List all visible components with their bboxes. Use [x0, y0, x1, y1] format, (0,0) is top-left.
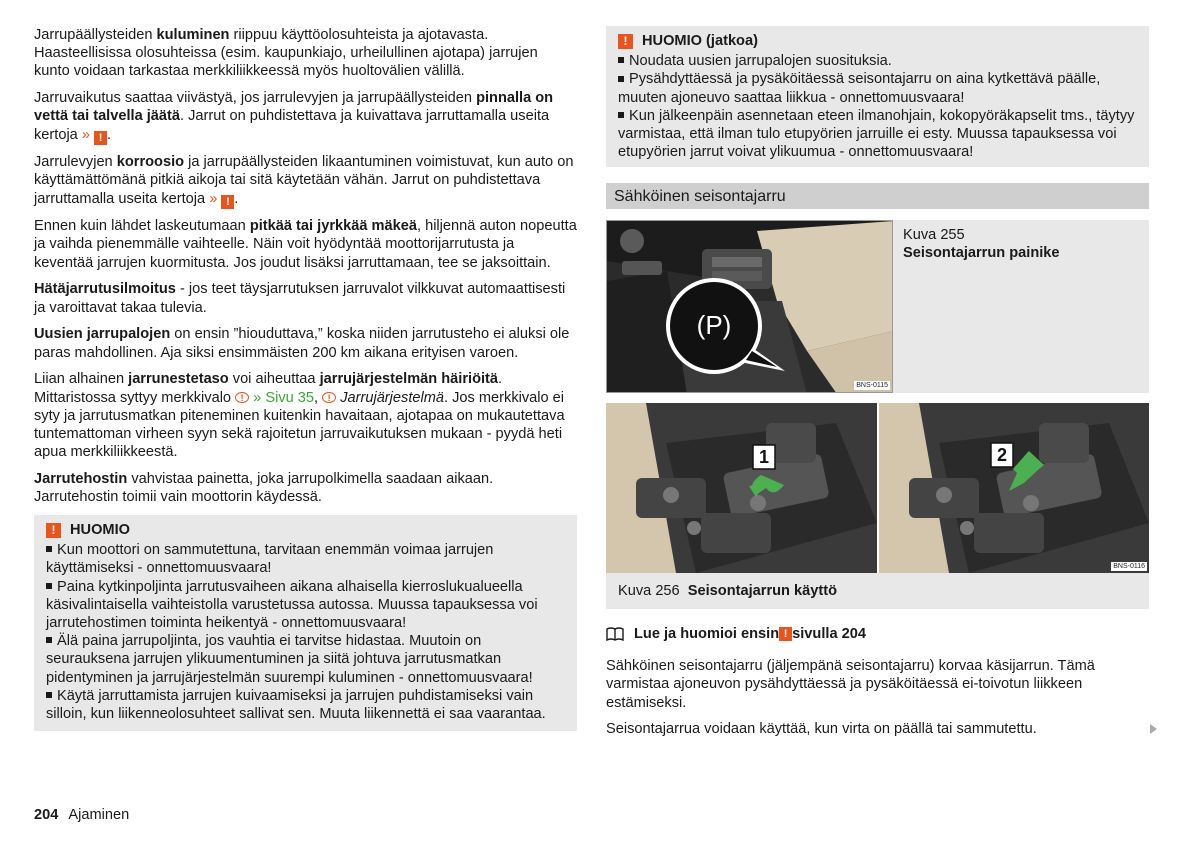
figure-number: Kuva 256 [618, 583, 680, 599]
paragraph-epb-usage: Seisontajarrua voidaan käyttää, kun virta on päällä tai sammutettu. [606, 721, 1037, 738]
read-note: Lue ja huomioi ensin ! sivulla 204 [606, 625, 1149, 643]
parking-brake-p-icon: (P) [696, 310, 732, 340]
figure-title: Seisontajarrun painike [903, 245, 1060, 262]
figure-title: Seisontajarrun käyttö [687, 583, 838, 599]
brake-warning-lamp-icon [322, 392, 336, 403]
image-code: BNS-0116 [1113, 563, 1145, 570]
section-title: Sähköinen seisontajarru [606, 183, 1149, 209]
step-2-label: 2 [996, 445, 1007, 465]
figure-256-caption [606, 573, 1149, 609]
parking-brake-console-illustration [607, 221, 893, 393]
warning-item: Pysähdyttäessä ja pysäköitäessä seisontajarru on aina kytkettävä päälle, muuten ajoneuvo saattaa liikkua - onnettomuusvaara! [618, 71, 1101, 106]
figure-255-image [606, 220, 893, 393]
warning-item: Kun jälkeenpäin asennetaan eteen ilmanohjain, kokopyöräkapselit tms., täytyy varmistaa, että ilman tulo etupyörien jarruille ei esty. Muussa tapauksessa voi etupyörien jarrut voivat ylikuumua - onnettomuusvaara! [618, 107, 1135, 161]
warning-item: Käytä jarruttamista jarrujen kuivaamiseksi ja jarrujen puhdistamiseksi vain silloin, kun liikenneolosuhteet sallivat sen. Muuta liikennettä ei saa vaarantaa. [46, 687, 546, 723]
warning-icon: ! [221, 195, 234, 209]
warning-box-continued [606, 26, 1149, 167]
paragraph-epb-intro: Sähköinen seisontajarru (jäljempänä seisontajarru) korvaa käsijarrun. Tämä varmistaa ajoneuvon pysähdyttäessä ja pysäköitäessä ei-toivotun liikkeen estämiseksi. [606, 658, 1095, 711]
continue-arrow-icon [1150, 724, 1157, 734]
warning-header: ! HUOMIO (jatkoa) [618, 32, 1137, 50]
page-link[interactable]: » Sivu 35 [253, 389, 315, 406]
warning-item: Paina kytkinpoljinta jarrutusvaiheen aikana alhaisella kierroslukualueella käsivalintaisella vaihteistolla varustetussa autossa. Muussa tapauksessa voi jarrutehostimen toiminta heikentyä - onnettomuusvaara! [46, 578, 538, 632]
figure-255-caption [893, 220, 1149, 393]
figure-number: Kuva 255 [903, 227, 965, 243]
paragraph-new-pads: Uusien jarrupalojen on ensin ”hiouduttava,” koska niiden jarrutusteho ei aluksi ole paras mahdollinen. Aja siksi ensimmäisten 200 km aikana erityisen varoen. [34, 326, 570, 361]
book-icon [606, 627, 624, 641]
warning-icon: ! [94, 131, 107, 145]
figure-256-image-step1 [606, 403, 877, 573]
page-footer [34, 806, 129, 824]
cross-reference-link[interactable]: » [209, 190, 218, 207]
figure-256-image-step2 [879, 403, 1149, 573]
left-column [34, 26, 577, 731]
step-1-label: 1 [758, 447, 769, 467]
paragraph-brake-fluid: Liian alhainen jarrunestetaso voi aiheuttaa jarrujärjestelmän häiriöitä. Mittaristossa syttyy merkkivalo ! » Sivu 35, ! Jarrujärjestelmä. Jos merkkivalo ei syty ja jarrutusmatkan piteneminen kuitenkin havaitaan, ajotapaa on mukautettava tuntemattoman virheen syyn sekä rajoitetun jarruvaikutuksen mukaan - pyydä heti apua merkkiliikkeestä. [34, 370, 577, 461]
paragraph-downhill: Ennen kuin lähdet laskeutumaan pitkää tai jyrkkää mäkeä, hiljennä auton nopeutta ja vaihda pienemmälle vaihteelle. Näin voit hyödyntää moottorijarrutusta ja keventää jarrujen kuormitusta. Jos joudut lisäksi jarruttamaan, tee se jaksoittain. [34, 218, 577, 271]
paragraph-emergency-brake: Hätäjarrutusilmoitus - jos teet täysjarrutuksen jarruvalot vilkkuvat automaattisesti ja varoittavat takaa tulevia. [34, 281, 566, 316]
warning-icon: ! [779, 627, 792, 641]
page-number: 204 [34, 807, 59, 823]
figure-256 [606, 403, 1149, 609]
warning-item: Noudata uusien jarrupalojen suosituksia. [618, 52, 1137, 70]
figure-256-images [606, 403, 1149, 573]
paragraph-brake-booster: Jarrutehostin vahvistaa painetta, joka jarrupolkimella saadaan aikaan. Jarrutehostin toimii vain moottorin käydessä. [34, 471, 494, 506]
figure-255 [606, 220, 1149, 393]
warning-item: Älä paina jarrupoljinta, jos vauhtia ei tarvitse hidastaa. Muutoin on seurauksena jarrujen ylikuumentuminen ja siitä johtuva jarrutusmatkan pidentyminen ja jarrujärjestelmän suurempi kuluminen - onnettomuusvaara! [46, 633, 533, 686]
cross-reference-link[interactable]: » [81, 126, 90, 143]
paragraph-corrosion: Jarrulevyjen korroosio ja jarrupäällysteiden likaantuminen voimistuvat, kun auto on käyttämättömänä pitkiä aikoja tai sitä käytetään vähän. Jarrut on puhdistettava jarruttamalla useita kertoja » ! . [34, 154, 574, 208]
warning-header: ! HUOMIO [46, 521, 565, 539]
section-name: Ajaminen [68, 807, 130, 823]
brake-warning-lamp-icon [235, 392, 249, 403]
image-code: BNS-0115 [856, 382, 888, 389]
paragraph-water-ice: Jarruvaikutus saattaa viivästyä, jos jarrulevyjen ja jarrupäällysteiden pinnalla on vettä tai talvella jäätä. Jarrut on puhdistettava ja kuivattava jarruttamalla useita kertoja » ! . [34, 90, 554, 144]
warning-box [34, 515, 577, 731]
warning-icon: ! [46, 523, 61, 538]
paragraph-wear: Jarrupäällysteiden kuluminen riippuu käyttöolosuhteista ja ajotavasta. Haasteellisissa olosuhteissa (esim. kaupunkiajo, urheilullinen ajotapa) jarrujen kunto voidaan tarkastaa merkkiliikkeessä myös huoltovälien välillä. [34, 27, 538, 80]
warning-icon: ! [618, 34, 633, 49]
right-column [606, 26, 1149, 747]
warning-item: Kun moottori on sammutettuna, tarvitaan enemmän voimaa jarrujen käyttämiseksi - onnettomuusvaara! [46, 542, 494, 577]
